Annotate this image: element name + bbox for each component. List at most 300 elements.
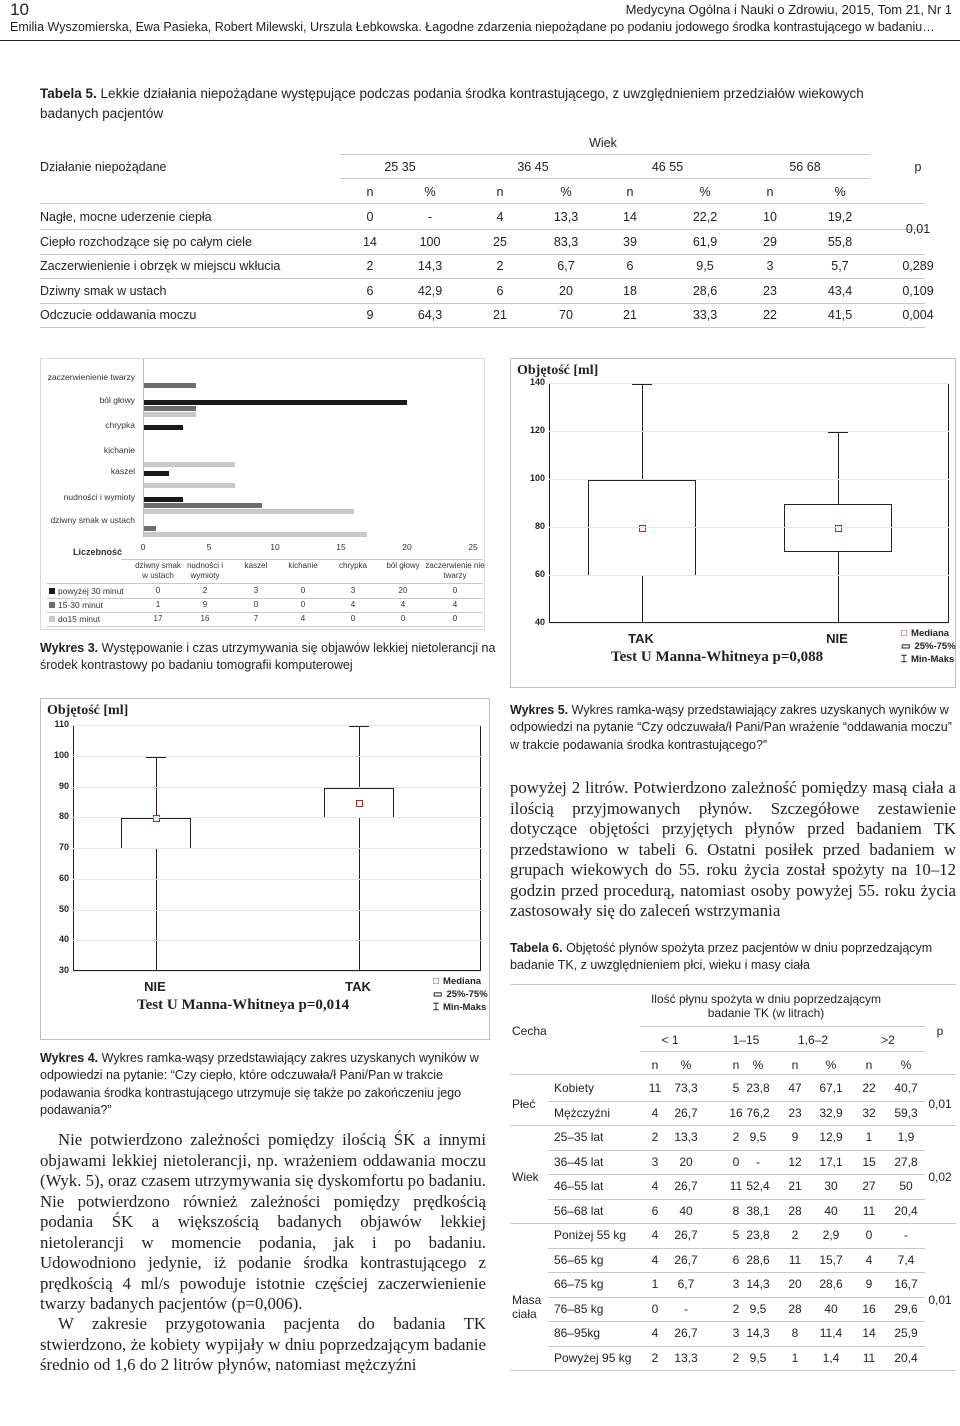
- boxplot-legend-symbol: ▭: [433, 989, 443, 1000]
- chart3-bar: [143, 406, 196, 411]
- table6-group-header: Ilość płynu spożyta w dniu poprzedzającym badanie TK (w litrach): [650, 992, 882, 1020]
- table5-cell: 0: [366, 210, 374, 224]
- boxplot-y-tick: 110: [54, 719, 69, 729]
- table5-age-group: 36 45: [517, 160, 549, 174]
- table6-sub-header: n: [732, 1058, 740, 1072]
- boxplot-y-tick: 100: [53, 749, 69, 760]
- boxplot-whisker: [359, 726, 360, 972]
- chart3-bar: [143, 483, 235, 488]
- table6-rule: [510, 1370, 956, 1371]
- table6-cell: 52,4: [746, 1179, 770, 1193]
- table5-cell: 41,5: [827, 308, 853, 322]
- table5-cell: 21: [493, 308, 507, 322]
- boxplot-legend: [433, 975, 488, 1014]
- chart3-table-header: ból głowy: [386, 561, 420, 570]
- table6-cell: 11: [648, 1081, 662, 1095]
- table6-cell: 5: [732, 1081, 740, 1095]
- table6-cell: 1: [791, 1350, 799, 1365]
- chart3-table-cell: 0: [155, 586, 161, 595]
- chart3-legend-swatch: [49, 602, 55, 608]
- table6-cell: 1: [651, 1277, 659, 1291]
- table6-cell: 76,2: [746, 1105, 770, 1120]
- table6-cell: 5: [732, 1228, 740, 1242]
- table5-rule: [40, 303, 925, 304]
- chart3-table-cell: 0: [350, 614, 356, 623]
- table6-p-header: p: [936, 1024, 944, 1038]
- table6-cell: 20: [788, 1277, 802, 1291]
- table6-row-label: Kobiety: [554, 1081, 595, 1095]
- boxplot-legend-item: [433, 1001, 488, 1014]
- table5-cell: 39: [623, 235, 637, 249]
- chart3-legend-label: do15 minut: [58, 614, 101, 624]
- chart3-table-header: dziwny smak w ustach: [135, 561, 181, 580]
- table6-group-p: 0,02: [928, 1170, 952, 1184]
- chart3-legend-label: 15-30 minut: [58, 600, 103, 610]
- chart3-bar: [143, 509, 354, 514]
- table6-cell: 59,3: [894, 1105, 918, 1120]
- chart3-x-tick: 25: [468, 542, 478, 552]
- table6-cell: 32: [862, 1105, 876, 1120]
- chart3-bar: [143, 526, 156, 531]
- table5-group-header: Wiek: [589, 136, 617, 150]
- boxplot-gridline: [73, 787, 481, 788]
- table6-cell: 28: [788, 1301, 802, 1316]
- chart3-x-tick: 15: [336, 542, 346, 552]
- table5-rule: [40, 278, 925, 279]
- table5-p-value: 0,289: [902, 259, 934, 273]
- boxplot-test-label: Test U Manna-Whitneya p=0,014: [137, 997, 350, 1013]
- chart3-category-label: ból głowy: [99, 395, 135, 405]
- table6-cell: 13,3: [674, 1130, 698, 1144]
- table5-cell: 25: [493, 235, 507, 249]
- table6-rule: [510, 984, 956, 985]
- table6-cell: -: [684, 1301, 688, 1316]
- table6-cell: -: [904, 1228, 908, 1242]
- table5-cell: 9,5: [696, 259, 714, 273]
- table6-cell: 0: [865, 1228, 873, 1242]
- table6-cell: 23,8: [746, 1081, 770, 1095]
- table6-sub-header: n: [791, 1058, 799, 1072]
- journal-title: Medycyna Ogólna i Nauki o Zdrowiu, 2015, Tom 21, Nr 1: [625, 2, 952, 17]
- table6-cell: 9,5: [749, 1350, 767, 1365]
- table6-cell: 9: [865, 1277, 873, 1291]
- table6-cell: 8: [791, 1326, 799, 1340]
- table5-cell: 43,4: [827, 284, 853, 298]
- table6-cell: 16: [729, 1105, 743, 1120]
- table5-cell: 64,3: [417, 308, 443, 322]
- table5-caption-text: Lekkie działania niepożądane występujące podczas podania środka kontrastującego, z uwzględnieniem przedziałów wiekowych badanych pacjentów: [40, 86, 864, 122]
- table6-rule: [510, 1074, 956, 1075]
- table6-group-name: Płeć: [512, 1096, 536, 1111]
- table6-row-label: Powyżej 95 kg: [554, 1350, 632, 1365]
- table6-first-col-header: Cecha: [512, 1024, 547, 1038]
- table6-cell: 15,7: [819, 1252, 843, 1267]
- table6-row-label: 76–85 kg: [554, 1301, 604, 1316]
- table6-cell: 11,4: [819, 1326, 843, 1340]
- table6-cell: 26,7: [674, 1228, 698, 1242]
- chart3-table-label: Liczebność: [73, 547, 123, 557]
- boxplot-legend-item: [433, 988, 488, 1001]
- table5-cell: 6,7: [557, 259, 575, 273]
- table6-cell: 27: [862, 1179, 876, 1193]
- chart3-category-label: kichanie: [103, 445, 135, 455]
- boxplot-title: Objętość [ml]: [517, 363, 599, 378]
- table5-sub-header: n: [766, 185, 774, 199]
- boxplot-legend-label: 25%-75%: [914, 641, 956, 652]
- table6-cell: 1,4: [822, 1350, 840, 1365]
- table6-sub-header: n: [865, 1058, 873, 1072]
- table6-cell: 6,7: [677, 1277, 695, 1291]
- table5-caption: [40, 84, 925, 125]
- boxplot-legend-symbol: □: [901, 628, 908, 639]
- table5-row-label: Odczucie oddawania moczu: [40, 308, 197, 322]
- table6-cell: 4: [651, 1252, 659, 1267]
- table5-age-group: 46 55: [651, 160, 684, 174]
- table6-cell: 22: [862, 1081, 876, 1095]
- chart3-table-cell: 0: [253, 600, 259, 609]
- boxplot-legend-item: [901, 653, 956, 666]
- table5-sub-header: %: [699, 185, 711, 199]
- table5-sub-header: %: [560, 185, 572, 199]
- table6-cell: 30: [824, 1179, 838, 1193]
- chart3-table-cell: 4: [452, 600, 458, 609]
- boxplot-legend-symbol: ⌶: [901, 654, 907, 665]
- table6-row-label: 86–95kg: [554, 1326, 601, 1340]
- chart3-table-cell: 9: [202, 600, 208, 609]
- wykres5-caption: [510, 702, 956, 754]
- boxplot-y-tick: 100: [529, 473, 545, 483]
- table5-cell: 18: [623, 284, 637, 298]
- boxplot-cap: [632, 384, 652, 385]
- table6-range: 1–15: [732, 1033, 760, 1047]
- chart3-table-rule: [47, 612, 483, 613]
- table6-cell: 67,1: [819, 1081, 843, 1095]
- boxplot-category: NIE: [826, 631, 848, 646]
- table6-cell: 28,6: [746, 1252, 770, 1267]
- table6-rule: [548, 1199, 925, 1200]
- table6-cell: 47: [788, 1081, 802, 1095]
- table6-cell: 4: [651, 1179, 659, 1193]
- table6-cell: 11: [729, 1179, 743, 1193]
- wykres4-caption-text: Wykres ramka-wąsy przedstawiający zakres uzyskanych wyników w odpowiedzi na pytanie: “Czy ciepło, które odczuwała/ł Pani/Pan w trakcie podawania środka kontrastującego utrzymuje się także po zakończeniu jego podawania?”: [40, 1051, 479, 1117]
- boxplot-y-tick: 120: [529, 425, 545, 435]
- table6-range: < 1: [661, 1033, 679, 1047]
- table5-age-group: 25 35: [384, 160, 416, 174]
- table5-cell: 21: [623, 308, 637, 322]
- boxplot-gridline: [73, 725, 481, 726]
- table6-cell: 23: [788, 1105, 802, 1120]
- table5-rule: [40, 327, 925, 328]
- table6-cell: 1,9: [897, 1130, 915, 1144]
- table5-cell: 4: [496, 210, 504, 224]
- table5-rule: [340, 154, 870, 155]
- boxplot-gridline: [549, 623, 949, 624]
- table5-rule: [40, 254, 925, 255]
- table6-cell: 14,3: [746, 1277, 770, 1291]
- table6-rule: [548, 1248, 925, 1249]
- table6-cell: 26,7: [674, 1252, 698, 1267]
- chart3-bar: [143, 425, 183, 430]
- chart3-table-cell: 16: [200, 614, 210, 623]
- table6-cell: 11: [862, 1203, 876, 1218]
- table5-cell: 2: [496, 259, 504, 273]
- boxplot-y-tick: 60: [58, 872, 69, 883]
- chart3-bar: [143, 383, 196, 388]
- table5-cell: 5,7: [831, 259, 849, 273]
- table6-row-label: Mężczyźni: [554, 1105, 611, 1120]
- table6-cell: 21: [788, 1179, 802, 1193]
- table6-rule: [548, 1297, 925, 1298]
- table6-cell: 16: [862, 1301, 876, 1316]
- chart3-table-cell: 0: [452, 614, 458, 623]
- chart3-table-cell: 4: [400, 600, 406, 609]
- table5-cell: 23: [763, 284, 777, 298]
- table6-cell: 27,8: [894, 1154, 918, 1169]
- table6-cell: 2: [791, 1228, 799, 1242]
- table6-sub-header: %: [825, 1058, 837, 1072]
- boxplot-legend-label: 25%-75%: [446, 989, 488, 1000]
- boxplot-legend-symbol: □: [433, 976, 440, 987]
- boxplot-legend-label: Mediana: [911, 628, 950, 639]
- table6-cell: 40: [824, 1301, 838, 1316]
- boxplot-title: Objętość [ml]: [47, 703, 129, 718]
- wykres5-caption-text: Wykres ramka-wąsy przedstawiający zakres uzyskanych wyników w odpowiedzi na pytanie “Czy odczuwała/ł Pani/Pan wrażenie “oddawania moczu” w trakcie podawania środka kontrastującego?”: [510, 703, 952, 752]
- table5-p-value: 0,109: [902, 284, 934, 298]
- chart3-category-label: chrypka: [105, 420, 135, 430]
- table6-cell: 26,7: [674, 1179, 698, 1193]
- table5-cell: 6: [366, 284, 374, 298]
- table6-cell: 2: [651, 1350, 659, 1365]
- chart3-table-rule: [47, 626, 483, 627]
- chart3-table-cell: 0: [300, 586, 306, 595]
- table6-cell: 4: [865, 1252, 873, 1267]
- wykres5-label: Wykres 5.: [510, 703, 569, 717]
- chart3-table-header: kichanie: [288, 561, 318, 570]
- boxplot-y-tick: 80: [58, 811, 69, 822]
- table5-cell: 42,9: [417, 284, 443, 298]
- table6-cell: 14: [862, 1326, 876, 1340]
- boxplot-legend-item: [901, 627, 956, 640]
- table5-label: Tabela 5.: [40, 86, 97, 101]
- boxplot-box: [121, 818, 191, 849]
- table5-rule: [40, 203, 925, 204]
- chart3-table-cell: 2: [202, 586, 208, 595]
- table6-cell: 4: [651, 1105, 659, 1120]
- chart3-axis: [143, 359, 144, 537]
- boxplot-legend-label: Min-Maks: [911, 654, 955, 665]
- table6-rule: [548, 1272, 925, 1273]
- table6-cell: 4: [651, 1228, 659, 1242]
- table6-cell: 3: [732, 1326, 740, 1340]
- table6-row-label: 25–35 lat: [554, 1130, 604, 1144]
- chart3-table-rule: [47, 583, 483, 584]
- table5-row-label: Nagłe, mocne uderzenie ciepła: [40, 210, 212, 224]
- boxplot-legend-item: [901, 640, 956, 653]
- table6-row-label: 46–55 lat: [554, 1179, 604, 1193]
- table6-cell: 3: [732, 1277, 740, 1291]
- table5-cell: -: [427, 210, 433, 224]
- chart3-category-label: dziwny smak w ustach: [50, 515, 135, 525]
- table6-group-name: Masa ciała: [512, 1292, 542, 1321]
- table6-cell: 9: [791, 1130, 799, 1144]
- chart3-bar: [143, 471, 169, 476]
- table6-cell: 15: [862, 1154, 876, 1169]
- boxplot-gridline: [549, 527, 949, 528]
- table6-cell: 0: [651, 1301, 659, 1316]
- chart3-table-cell: 4: [300, 614, 306, 623]
- table5-first-col-header: Działanie niepożądane: [40, 160, 167, 174]
- table5-cell: 55,8: [827, 235, 853, 249]
- boxplot-y-tick: 40: [534, 617, 545, 627]
- boxplot-gridline: [73, 817, 481, 818]
- boxplot-legend-symbol: ▭: [901, 641, 911, 652]
- table6-cell: 50: [899, 1179, 913, 1193]
- table5-cell: 9: [366, 308, 374, 322]
- table5-cell: 20: [559, 284, 573, 298]
- chart3-table-cell: 17: [153, 614, 163, 623]
- table6-cell: 9,5: [749, 1301, 767, 1316]
- wykres4-caption: [40, 1050, 490, 1119]
- chart3-legend-swatch: [49, 588, 55, 594]
- table6-cell: 14,3: [746, 1326, 770, 1340]
- boxplot-gridline: [549, 431, 949, 432]
- table6-sub-header: %: [680, 1058, 692, 1072]
- table6-cell: 17,1: [819, 1154, 843, 1169]
- table5-cell: 22,2: [692, 210, 718, 224]
- boxplot-category: TAK: [345, 979, 371, 994]
- boxplot-gridline: [549, 479, 949, 480]
- boxplot-y-tick: 30: [58, 965, 69, 975]
- table5-age-group: 56 68: [789, 160, 821, 174]
- table6-cell: 6: [732, 1252, 740, 1267]
- table5-cell: 100: [419, 235, 441, 249]
- chart3-x-tick: 20: [402, 542, 412, 552]
- chart3-table-rule: [47, 598, 483, 599]
- table6-cell: 12: [788, 1154, 802, 1169]
- table5-row-label: Ciepło rozchodzące się po całym ciele: [40, 235, 252, 249]
- boxplot-gridline: [73, 940, 481, 941]
- boxplot-legend-item: [433, 975, 488, 988]
- boxplot-y-tick: 70: [58, 842, 69, 852]
- table5-cell: 83,3: [553, 235, 579, 249]
- table5-cell: 70: [559, 308, 573, 322]
- table5-cell: 14,3: [417, 259, 443, 273]
- boxplot-cap: [349, 726, 369, 727]
- table5-cell: 14: [363, 235, 377, 249]
- table5-row-label: Dziwny smak w ustach: [40, 284, 167, 298]
- chart3-table-cell: 7: [253, 614, 259, 623]
- boxplot-legend: [901, 627, 956, 666]
- body-text-left-p2: W zakresie przygotowania pacjenta do badania TK stwierdzono, że kobiety wypijały w dniu poprzedzającym badanie średnio od 1,6 do 2 litrów płynów, natomiast mężczyźni: [40, 1314, 486, 1374]
- table6-rule: [548, 1346, 925, 1347]
- table6-cell: 9,5: [749, 1130, 767, 1144]
- wykres3-caption-text: Występowanie i czas utrzymywania się objawów lekkiej nietolerancji na środek kontrastowy po badaniu tomografii komputerowej: [40, 641, 496, 673]
- table5-cell: 22: [763, 308, 777, 322]
- table6-label: Tabela 6.: [510, 941, 563, 955]
- table5-cell: 14: [623, 210, 637, 224]
- table5-sub-header: n: [626, 185, 634, 199]
- table6-cell: 3: [651, 1154, 659, 1169]
- table5-cell: 2: [366, 259, 374, 273]
- table5-p-header: p: [914, 160, 922, 174]
- table6-cell: 6: [651, 1203, 659, 1218]
- table6-sub-header: %: [752, 1058, 764, 1072]
- boxplot-gridline: [73, 879, 481, 880]
- boxplot-category: NIE: [144, 979, 166, 994]
- chart3-x-tick: 0: [140, 542, 146, 552]
- boxplot-y-tick: 40: [58, 934, 69, 945]
- table6-cell: 0: [732, 1154, 740, 1169]
- table6-cell: 20,4: [894, 1203, 918, 1218]
- table6-cell: 2,9: [822, 1228, 840, 1242]
- table6-row-label: Poniżej 55 kg: [554, 1228, 627, 1242]
- page-number: 10: [10, 0, 29, 19]
- table6-rule: [548, 1321, 925, 1322]
- header-rule: [0, 40, 960, 41]
- boxplot-gridline: [549, 575, 949, 576]
- boxplot-y-tick: 90: [58, 780, 69, 791]
- table6-cell: 26,7: [674, 1326, 698, 1340]
- table6-cell: 8: [732, 1203, 740, 1218]
- table5-cell: 61,9: [692, 235, 718, 249]
- table6-cell: 26,7: [674, 1105, 698, 1120]
- table6-row-label: 36–45 lat: [554, 1154, 604, 1169]
- table6-group-p: 0,01: [928, 1292, 952, 1307]
- chart3-table-cell: 0: [300, 600, 306, 609]
- table6-cell: 28: [788, 1203, 802, 1218]
- boxplot-gridline: [549, 383, 949, 384]
- chart3-bar: [143, 503, 262, 508]
- chart3-table-header: kaszel: [244, 561, 268, 570]
- table5-sub-header: n: [366, 185, 374, 199]
- table6-sub-header: n: [651, 1058, 659, 1072]
- chart3-bar: [143, 412, 196, 417]
- boxplot-gridline: [73, 910, 481, 911]
- chart3-table-cell: 3: [253, 586, 259, 595]
- table5-rule: [340, 178, 870, 179]
- table6-cell: 12,9: [819, 1130, 843, 1144]
- boxplot-cap: [146, 757, 166, 758]
- table6-group-name: Wiek: [512, 1170, 539, 1184]
- table5-cell: 10: [763, 210, 777, 224]
- wykres5-boxplot: [510, 358, 956, 688]
- table6-cell: 13,3: [674, 1350, 698, 1365]
- table6-row-label: 66–75 kg: [554, 1277, 604, 1291]
- table6-rule: [548, 1174, 925, 1175]
- table6-cell: 1: [865, 1130, 873, 1144]
- wykres4-boxplot: [40, 698, 490, 1040]
- table6-cell: 2: [732, 1350, 740, 1365]
- boxplot-test-label: Test U Manna-Whitneya p=0,088: [611, 649, 824, 665]
- chart3-category-label: zaczerwienienie twarzy: [47, 372, 135, 382]
- table6-cell: 23,8: [746, 1228, 770, 1242]
- table6-rule: [510, 1223, 956, 1224]
- chart3-legend-label: powyżej 30 minut: [58, 586, 124, 596]
- table6-cell: 2: [651, 1130, 659, 1144]
- table6-cell: 11: [788, 1252, 802, 1267]
- table5-cell: 3: [766, 259, 774, 273]
- chart3-table-rule: [121, 559, 483, 560]
- table6-group-p: 0,01: [928, 1096, 952, 1111]
- boxplot-legend-label: Min-Maks: [443, 1002, 487, 1013]
- table6-cell: 25,9: [894, 1326, 918, 1340]
- chart3-table-cell: 20: [398, 586, 408, 595]
- table6-cell: 40: [824, 1203, 838, 1218]
- table6-cell: -: [756, 1154, 760, 1169]
- table6-cell: 40,7: [894, 1081, 918, 1095]
- table5-cell: 6: [626, 259, 634, 273]
- boxplot-median: [356, 800, 363, 807]
